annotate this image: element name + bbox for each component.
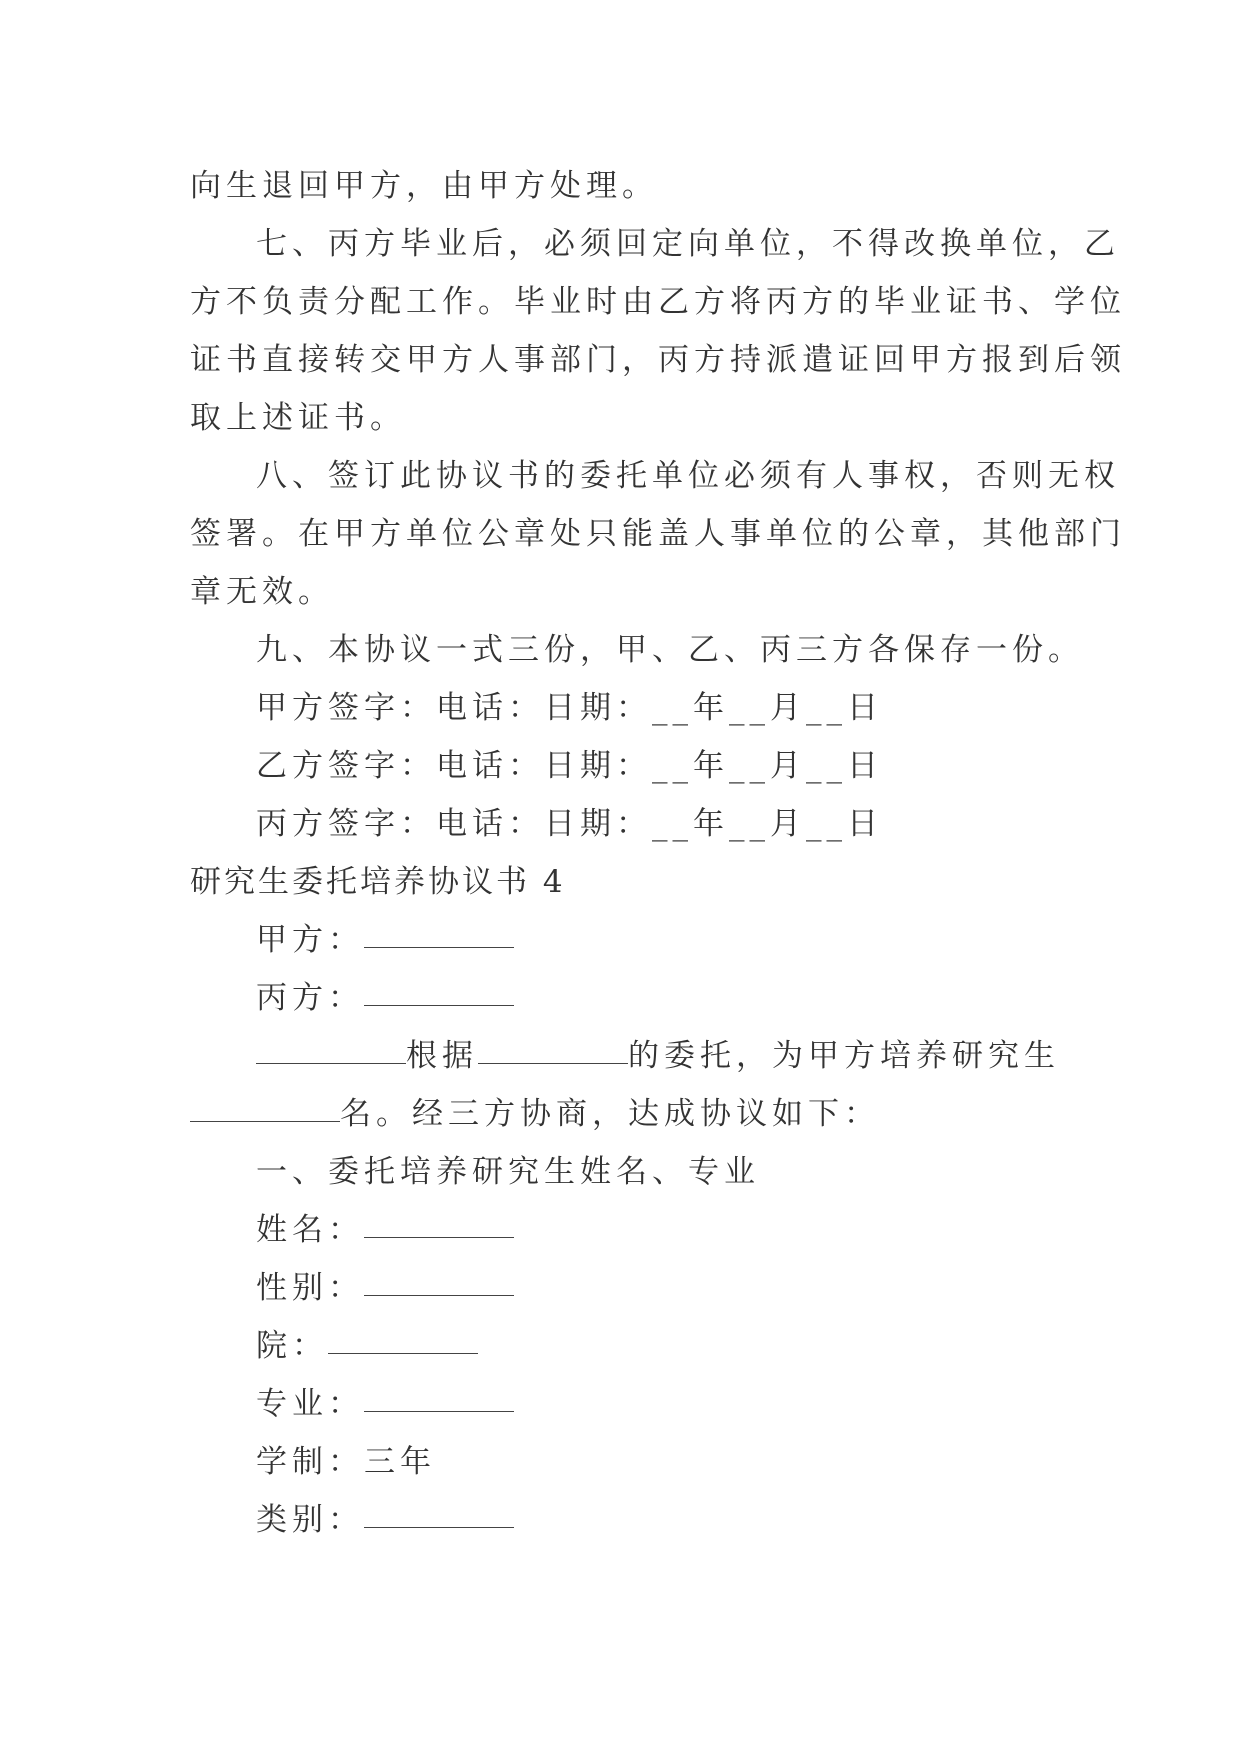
- field-category-label: 类别：: [256, 1502, 364, 1538]
- entrust-line-2: [190, 1085, 1050, 1143]
- field-gender-blank: [364, 1294, 514, 1296]
- party-a-label: 甲方：: [256, 922, 364, 958]
- entrust-blank-2: [478, 1062, 628, 1064]
- field-name-blank: [364, 1236, 514, 1238]
- field-gender-label: 性别：: [256, 1270, 364, 1306]
- entrust-blank-3: [190, 1120, 340, 1122]
- party-a-line: [190, 911, 1050, 969]
- field-major-blank: [364, 1410, 514, 1412]
- entrust-line-1: [190, 1027, 1060, 1085]
- field-school-label: 院：: [256, 1328, 328, 1364]
- field-category-blank: [364, 1526, 514, 1528]
- signature-line-party-c: 丙方签字：电话：日期：__年__月__日: [256, 806, 883, 842]
- field-duration-value: 三年: [364, 1444, 436, 1480]
- clause-8-line-1: 八、签订此协议书的委托单位必须有人事权，否则无权: [256, 458, 1120, 494]
- field-major-line: [190, 1375, 1050, 1433]
- paragraph-continuation: 向生退回甲方，由甲方处理。: [190, 168, 658, 204]
- field-duration-label: 学制：: [256, 1444, 364, 1480]
- party-c-line: [190, 969, 1050, 1027]
- entrust-text-2: 的委托，为甲方培养研究生: [628, 1038, 1060, 1074]
- field-school-blank: [328, 1352, 478, 1354]
- party-a-blank: [364, 946, 514, 948]
- section-1-title: 一、委托培养研究生姓名、专业: [256, 1154, 760, 1190]
- signature-line-party-b: 乙方签字：电话：日期：__年__月__日: [256, 748, 883, 784]
- entrust-text-1: 根据: [406, 1038, 478, 1074]
- clause-8-line-3: 章无效。: [190, 574, 334, 610]
- field-gender-line: [190, 1259, 1050, 1317]
- document-body: [190, 157, 1126, 1549]
- agreement-title-4: 研究生委托培养协议书 4: [190, 864, 566, 900]
- field-name-line: [190, 1201, 1050, 1259]
- field-category-line: [190, 1491, 1050, 1549]
- clause-7-line-2: 方不负责分配工作。毕业时由乙方将丙方的毕业证书、学位: [190, 284, 1126, 320]
- clause-7-line-4: 取上述证书。: [190, 400, 406, 436]
- field-major-label: 专业：: [256, 1386, 364, 1422]
- clause-8-line-2: 签署。在甲方单位公章处只能盖人事单位的公章，其他部门: [190, 516, 1126, 552]
- entrust-text-3: 名。经三方协商，达成协议如下：: [340, 1096, 880, 1132]
- party-c-blank: [364, 1004, 514, 1006]
- field-name-label: 姓名：: [256, 1212, 364, 1248]
- field-duration-line: [190, 1433, 1050, 1491]
- field-school-line: [190, 1317, 1050, 1375]
- clause-7-line-1: 七、丙方毕业后，必须回定向单位，不得改换单位，乙: [256, 226, 1120, 262]
- entrust-blank-1: [256, 1062, 406, 1064]
- signature-line-party-a: 甲方签字：电话：日期：__年__月__日: [256, 690, 883, 726]
- clause-9: 九、本协议一式三份，甲、乙、丙三方各保存一份。: [256, 632, 1084, 668]
- clause-7-line-3: 证书直接转交甲方人事部门，丙方持派遣证回甲方报到后领: [190, 342, 1126, 378]
- party-c-label: 丙方：: [256, 980, 364, 1016]
